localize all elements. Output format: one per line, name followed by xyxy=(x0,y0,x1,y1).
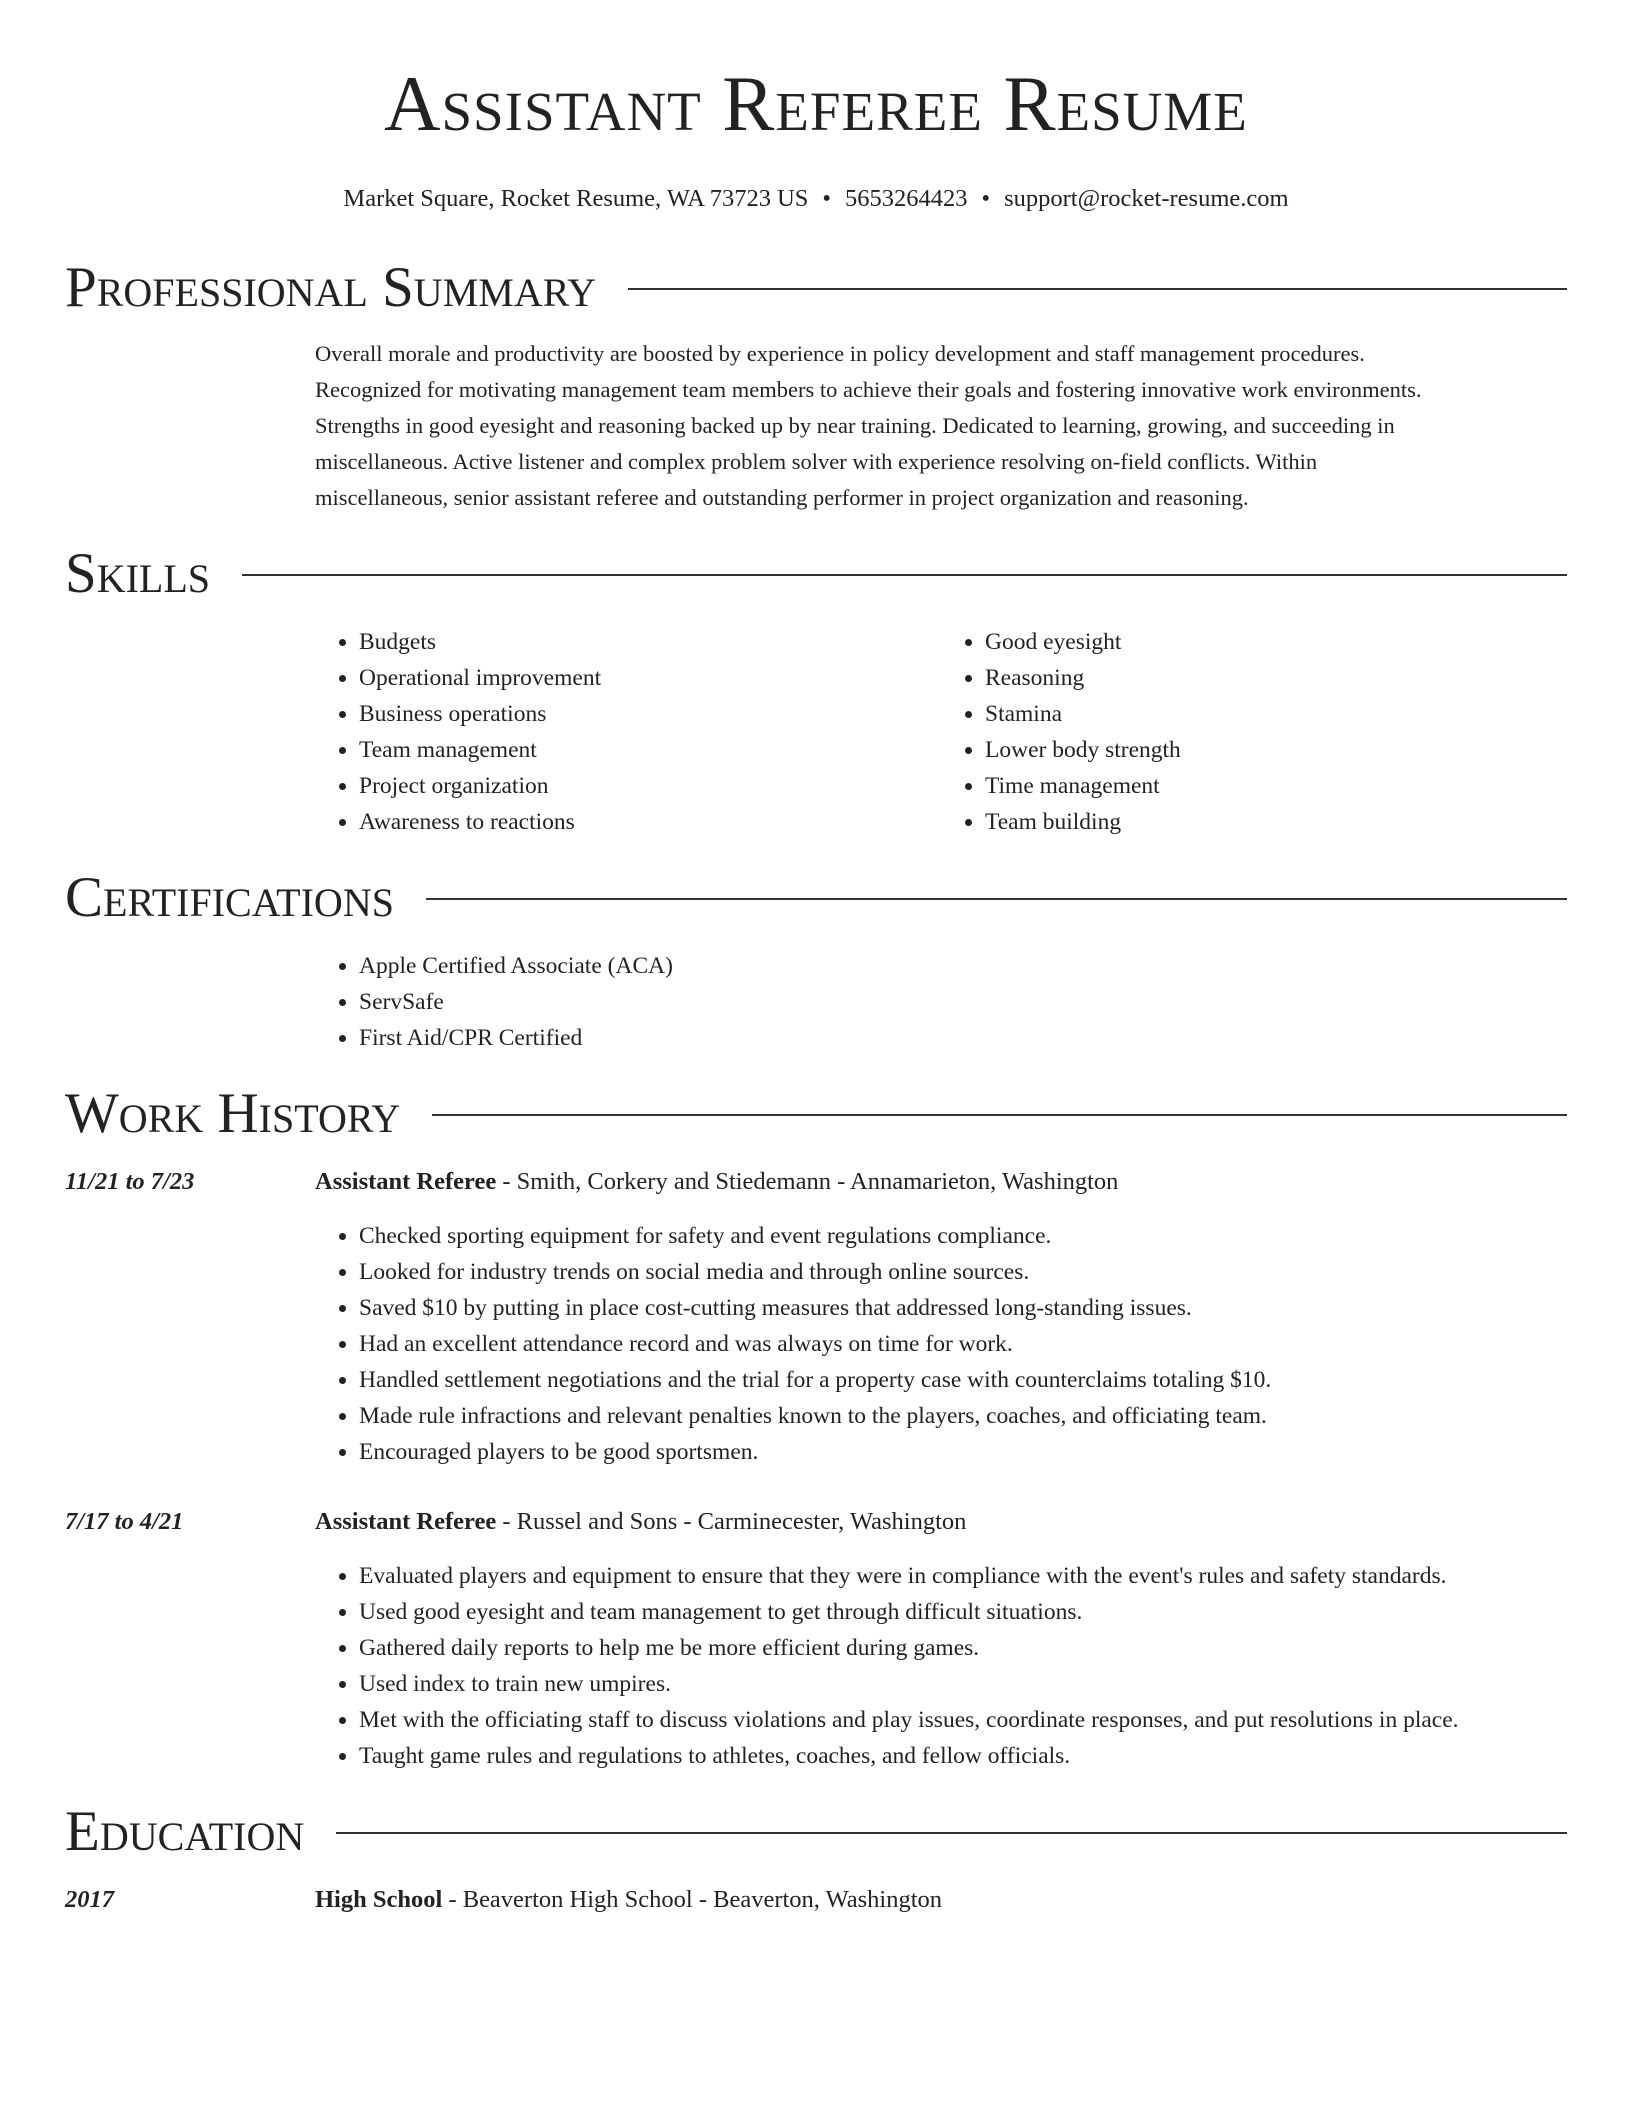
job-duty: • Handled settlement negotiations and the trial for a property case with counterclaims totaling $10. xyxy=(359,1362,1567,1398)
skill-item: • Reasoning xyxy=(985,660,1567,696)
job-duty: • Evaluated players and equipment to ensure that they were in compliance with the event's rules and safety standards. xyxy=(359,1558,1567,1594)
contact-address: Market Square, Rocket Resume, WA 73723 US xyxy=(343,185,809,212)
education-heading: Education xyxy=(65,1800,305,1863)
section-divider xyxy=(426,898,1567,900)
skill-item: • Time management xyxy=(985,768,1567,804)
skill-item: • Operational improvement xyxy=(359,660,941,696)
skill-item: • Good eyesight xyxy=(985,624,1567,660)
section-divider xyxy=(336,1832,1567,1834)
skill-item: • Project organization xyxy=(359,768,941,804)
job-duties xyxy=(315,1218,1567,1470)
job-employer: - Smith, Corkery and Stiedemann - Annamarieton, Washington xyxy=(496,1168,1119,1195)
summary-line: Strengths in good eyesight and reasoning backed up by near training. Dedicated to learning, growing, and succeeding in xyxy=(315,413,1395,438)
contact-line xyxy=(0,184,1632,214)
job-duty: • Saved $10 by putting in place cost-cutting measures that addressed long-standing issues. xyxy=(359,1290,1567,1326)
skill-item: • Team management xyxy=(359,732,941,768)
job-duty: • Used index to train new umpires. xyxy=(359,1666,1567,1702)
job-title-line xyxy=(315,1164,1118,1200)
education-school: - Beaverton High School - Beaverton, Washington xyxy=(442,1886,943,1913)
certification-item: • Apple Certified Associate (ACA) xyxy=(359,948,1567,984)
education-section-header xyxy=(65,1800,1567,1864)
job-duty: • Encouraged players to be good sportsmen. xyxy=(359,1434,1567,1470)
skills-heading: Skills xyxy=(65,542,211,605)
skills-column-left xyxy=(315,624,941,840)
job-employer: - Russel and Sons - Carminecester, Washington xyxy=(496,1508,967,1535)
job-duties xyxy=(315,1558,1567,1774)
contact-separator: • xyxy=(981,185,991,212)
section-divider xyxy=(432,1114,1567,1116)
education-entry xyxy=(65,1882,1567,1918)
section-divider xyxy=(242,574,1567,576)
certification-item: • First Aid/CPR Certified xyxy=(359,1020,1567,1056)
skill-item: • Budgets xyxy=(359,624,941,660)
job-date: 11/21 to 7/23 xyxy=(65,1168,195,1195)
summary-line: miscellaneous, senior assistant referee and outstanding performer in project organization and reasoning. xyxy=(315,485,1249,510)
job-entry xyxy=(65,1504,1567,1540)
job-title-line xyxy=(315,1504,966,1540)
contact-separator: • xyxy=(822,185,831,212)
summary-heading: Professional Summary xyxy=(65,256,597,319)
job-duty: • Had an excellent attendance record and was always on time for work. xyxy=(359,1326,1567,1362)
summary-line: miscellaneous. Active listener and complex problem solver with experience resolving on-field conflicts. Within xyxy=(315,449,1318,474)
skill-item: • Lower body strength xyxy=(985,732,1567,768)
job-duty: • Looked for industry trends on social media and through online sources. xyxy=(359,1254,1567,1290)
contact-email: support@rocket-resume.com xyxy=(1004,185,1289,212)
job-title: Assistant Referee xyxy=(315,1508,497,1535)
education-date: 2017 xyxy=(65,1886,114,1913)
certifications-heading: Certifications xyxy=(65,866,394,929)
skill-item: • Business operations xyxy=(359,696,941,732)
summary-section-header xyxy=(65,256,1567,320)
job-title: Assistant Referee xyxy=(315,1168,497,1195)
summary-line: Overall morale and productivity are boosted by experience in policy development and staff management procedures. xyxy=(315,341,1365,366)
job-duty: • Checked sporting equipment for safety and event regulations compliance. xyxy=(359,1218,1567,1254)
summary-line: Recognized for motivating management team members to achieve their goals and fostering innovative work environments. xyxy=(315,377,1422,402)
skill-item: • Team building xyxy=(985,804,1567,840)
work-history-heading: Work History xyxy=(65,1082,401,1145)
job-duty: • Made rule infractions and relevant penalties known to the players, coaches, and officiating team. xyxy=(359,1398,1567,1434)
education-degree: High School xyxy=(315,1886,443,1913)
summary-text xyxy=(315,336,1567,516)
certification-item: • ServSafe xyxy=(359,984,1567,1020)
certifications-list xyxy=(315,948,1567,1056)
skills-section-header xyxy=(65,542,1567,606)
job-duty: • Taught game rules and regulations to athletes, coaches, and fellow officials. xyxy=(359,1738,1567,1774)
resume-title: Assistant Referee Resume xyxy=(384,60,1248,147)
job-date: 7/17 to 4/21 xyxy=(65,1508,184,1535)
skill-item: • Stamina xyxy=(985,696,1567,732)
education-line xyxy=(315,1882,942,1918)
job-duty: • Met with the officiating staff to discuss violations and play issues, coordinate responses, and put resolutions in place. xyxy=(359,1702,1567,1738)
job-duty: • Used good eyesight and team management to get through difficult situations. xyxy=(359,1594,1567,1630)
certifications-section-header xyxy=(65,866,1567,930)
job-entry xyxy=(65,1164,1567,1200)
skills-column-right xyxy=(941,624,1567,840)
skills-list xyxy=(315,624,1567,840)
work-history-section-header xyxy=(65,1082,1567,1146)
contact-phone: 5653264423 xyxy=(845,185,968,212)
job-duty: • Gathered daily reports to help me be more efficient during games. xyxy=(359,1630,1567,1666)
skill-item: • Awareness to reactions xyxy=(359,804,941,840)
section-divider xyxy=(628,288,1567,290)
